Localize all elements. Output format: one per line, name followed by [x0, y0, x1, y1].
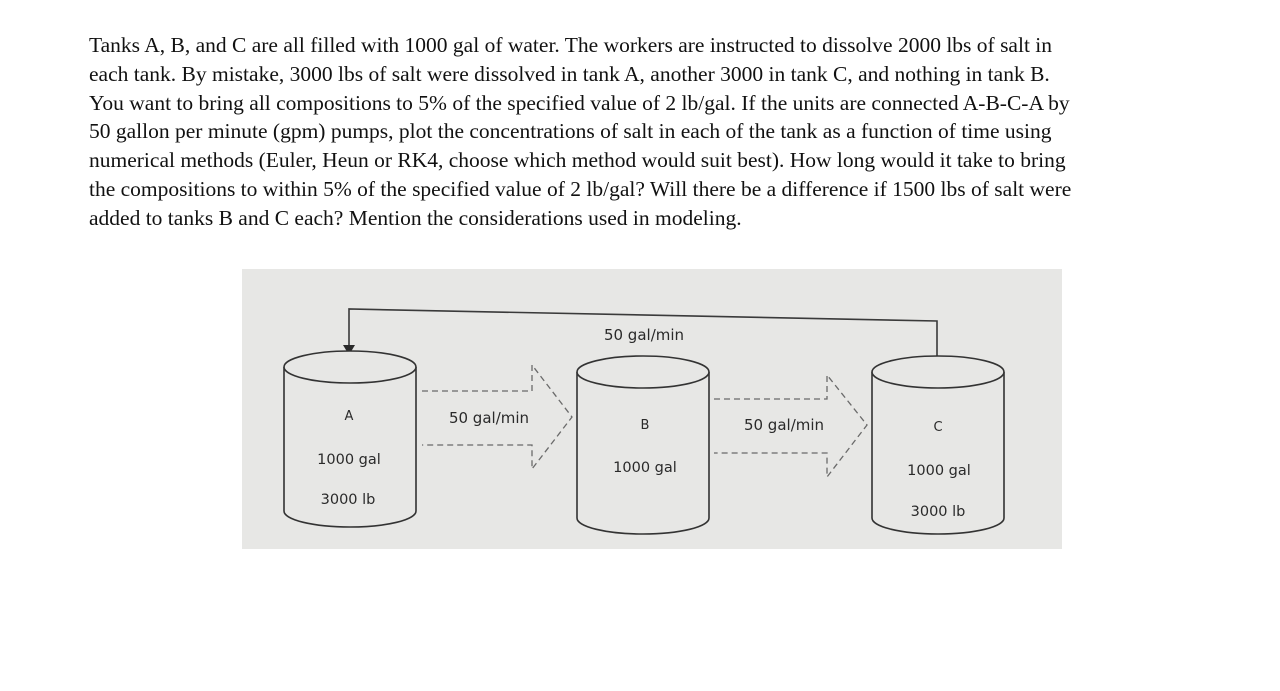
tank-diagram [242, 269, 1062, 549]
tank-a-label: A [344, 409, 354, 424]
problem-line: You want to bring all compositions to 5% of the specified value of 2 lb/gal. If the units are connected A-B-C-A by [89, 90, 1070, 115]
tank-c-salt: 3000 lb [910, 504, 966, 520]
return-flow-label: 50 gal/min [603, 326, 685, 344]
tank-diagram-svg [242, 269, 1062, 549]
flow-label-bc: 50 gal/min [743, 416, 825, 434]
problem-line: each tank. By mistake, 3000 lbs of salt were dissolved in tank A, another 3000 in tank C, and nothing in tank B. [89, 61, 1050, 86]
tank-b [577, 356, 709, 534]
tank-c-volume: 1000 gal [907, 463, 971, 479]
problem-line: numerical methods (Euler, Heun or RK4, choose which method would suit best). How long would it take to bring [89, 148, 1066, 173]
tank-a-volume: 1000 gal [317, 452, 381, 468]
problem-line: added to tanks B and C each? Mention the considerations used in modeling. [89, 205, 742, 230]
tank-b-volume: 1000 gal [613, 460, 677, 476]
tank-b-label: B [640, 418, 650, 433]
problem-line: 50 gallon per minute (gpm) pumps, plot the concentrations of salt in each of the tank as a function of time using [89, 119, 1052, 144]
problem-statement [89, 31, 1199, 233]
tank-a-salt: 3000 lb [320, 492, 376, 508]
flow-label-ab: 50 gal/min [448, 409, 530, 427]
tank-c-label: C [933, 420, 943, 435]
problem-line: Tanks A, B, and C are all filled with 1000 gal of water. The workers are instructed to dissolve 2000 lbs of salt in [89, 33, 1053, 57]
problem-line: the compositions to within 5% of the specified value of 2 lb/gal? Will there be a difference if 1500 lbs of salt were [89, 176, 1072, 201]
